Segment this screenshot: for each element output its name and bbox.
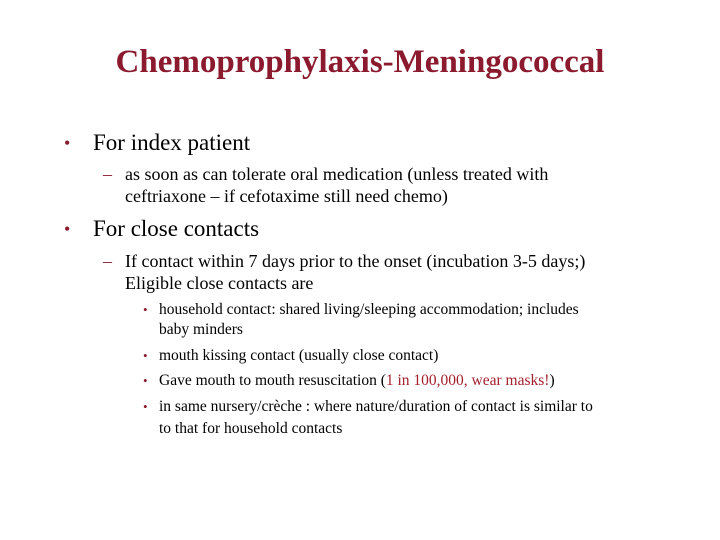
bullet-text: For index patient	[93, 130, 251, 155]
list-item-text-line2: baby minders	[159, 321, 243, 338]
bullet-icon: •	[64, 133, 71, 153]
list-item-text-line1: in same nursery/crèche : where nature/duration of contact is similar to	[159, 398, 593, 415]
bullet-icon: •	[143, 302, 148, 317]
bullet-icon: •	[143, 399, 148, 414]
slide-title: Chemoprophylaxis-Meningococcal	[115, 44, 605, 80]
resuscitation-highlight: 1 in 100,000, wear masks!	[385, 372, 550, 389]
list-item-text-line1	[159, 371, 555, 390]
bullet-icon: •	[143, 373, 148, 388]
dash-icon: –	[103, 164, 112, 184]
list-item-text-line1: mouth kissing contact (usually close contact)	[159, 347, 439, 364]
dash-icon: –	[103, 251, 112, 271]
resuscitation-suffix: )	[549, 372, 555, 389]
list-item-text-line2: to that for household contacts	[159, 420, 343, 437]
resuscitation-prefix: Gave mouth to mouth resuscitation (	[159, 372, 386, 389]
bullet-icon: •	[64, 219, 71, 239]
bullet-text: For close contacts	[93, 216, 260, 241]
list-item-text-line1: household contact: shared living/sleeping accommodation; includes	[159, 301, 579, 318]
sub-bullet-text-line1: as soon as can tolerate oral medication (unless treated with	[125, 164, 549, 184]
bullet-icon: •	[143, 348, 148, 363]
sub-bullet-text-line1: If contact within 7 days prior to the onset (incubation 3-5 days;)	[125, 251, 586, 271]
sub-bullet-text-line2: ceftriaxone – if cefotaxime still need chemo)	[125, 186, 448, 206]
sub-bullet-text-line2: Eligible close contacts are	[125, 273, 314, 293]
